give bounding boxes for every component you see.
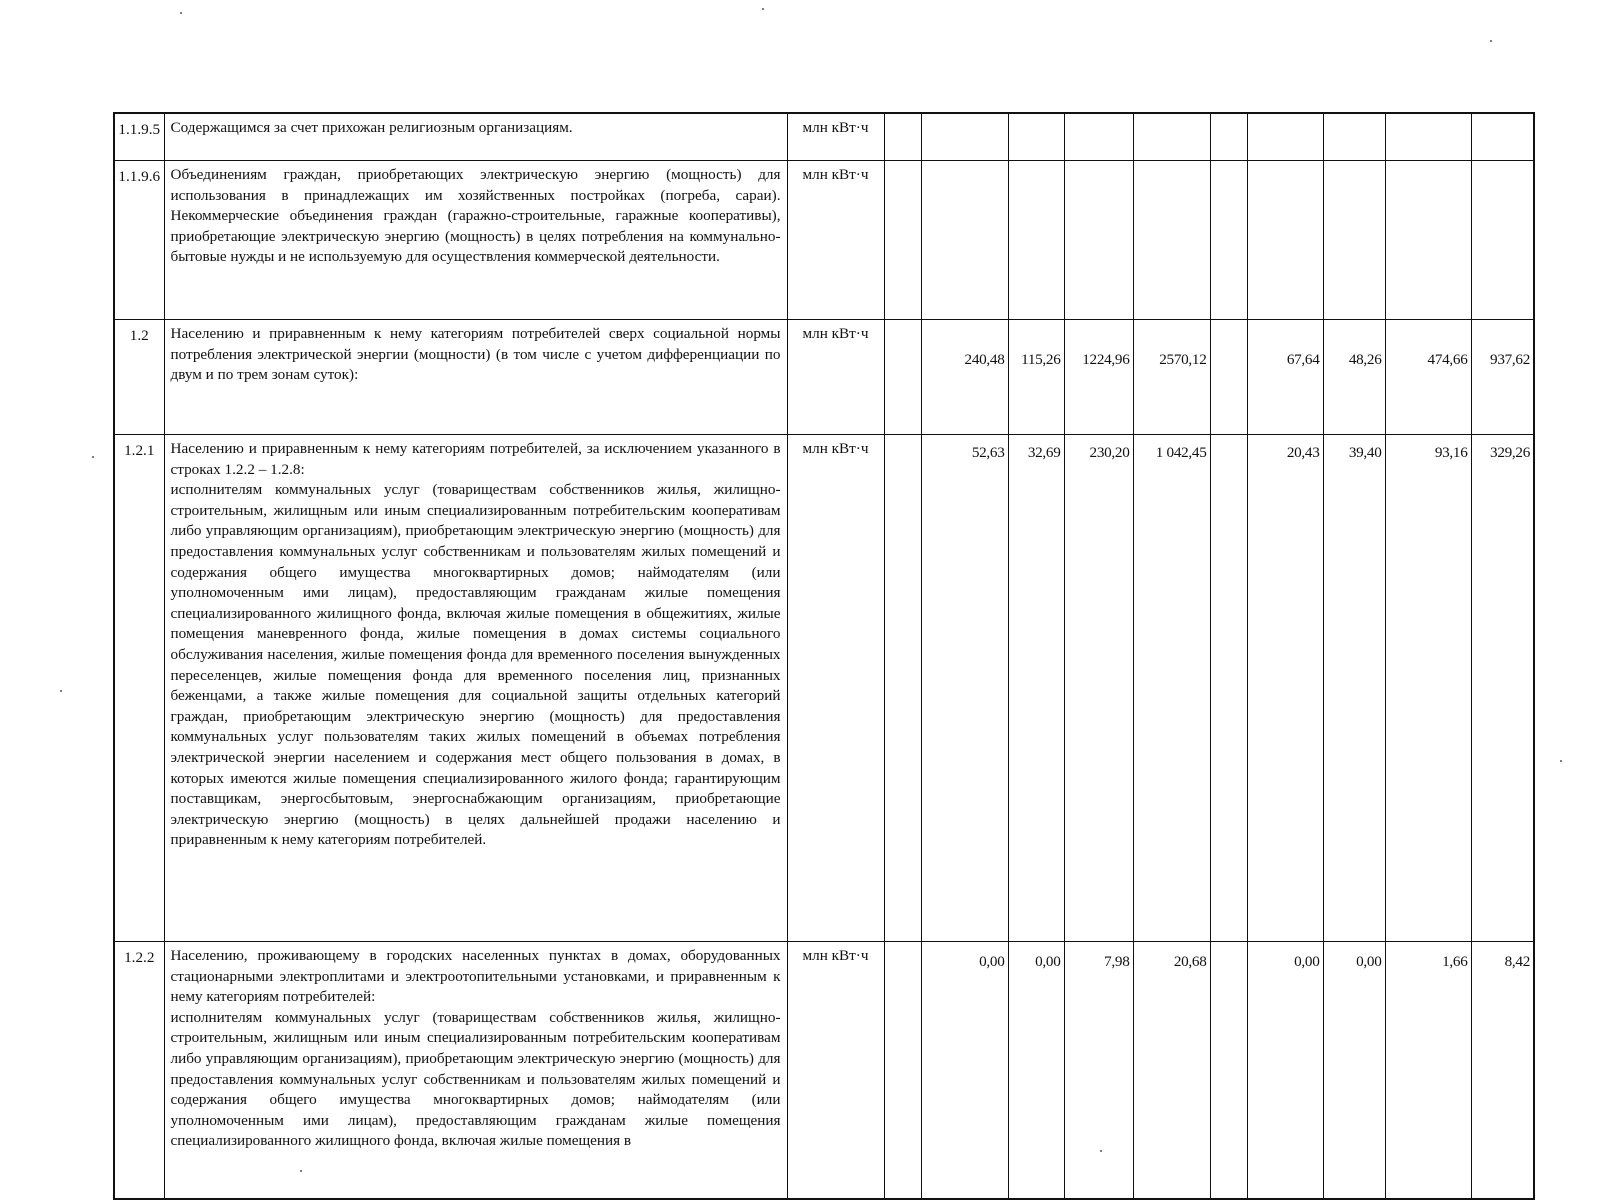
value-cell: 20,43 [1247, 435, 1323, 942]
value-cell [1247, 161, 1323, 320]
table-row [114, 942, 1534, 1200]
value-cell: 240,48 [921, 320, 1008, 435]
row-description: Населению и приравненным к нему категориям потребителей, за исключением указанного в строках 1.2.2 – 1.2.8: исполнителям коммунальных услуг (товариществам собственников жилья, жилищно-строительным, жилищным или иным специализированным потребительским кооперативам либо управляющим организациям), приобретающим электрическую энергию (мощность) для предоставления коммунальных услуг собственникам и пользователям жилых помещений и содержания общего имущества многоквартирных домов; наймодателям (или уполномоченным ими лицам), предоставляющим гражданам жилые помещения специализированного жилищного фонда, включая жилые помещения в общежитиях, жилые помещения маневренного фонда, жилые помещения в домах системы социального обслуживания населения, жилые помещения фонда для временного поселения вынужденных переселенцев, жилые помещения фонда для временного поселения лиц, признанных беженцами, а также жилые помещения для социальной защиты отдельных категорий граждан, приобретающим электрическую энергию (мощность) для предоставления коммунальных услуг пользователям таких жилых помещений в объемах потребления электрической энергии населением и содержания мест общего пользования в домах, в которых имеются жилые помещения специализированного жилого фонда; гарантирующим поставщикам, энергосбытовым, энергоснабжающим организациям, приобретающие электрическую энергию (мощность) в целях дальнейшей продажи населению и приравненным к нему категориям потребителей. [164, 435, 787, 942]
value-cell: 20,68 [1133, 942, 1210, 1200]
value-cell: 7,98 [1064, 942, 1133, 1200]
value-cell: 52,63 [921, 435, 1008, 942]
value-cell: 937,62 [1471, 320, 1534, 435]
row-unit: млн кВт·ч [787, 113, 884, 161]
value-cell: 93,16 [1385, 435, 1471, 942]
value-cell [1323, 113, 1385, 161]
scan-speck [60, 690, 62, 692]
row-description: Населению и приравненным к нему категориям потребителей сверх социальной нормы потребления электрической энергии (мощности) (в том числе с учетом дифференциации по двум и по трем зонам суток): [164, 320, 787, 435]
value-cell [1210, 942, 1247, 1200]
row-number: 1.1.9.5 [114, 113, 164, 161]
value-cell: 230,20 [1064, 435, 1133, 942]
value-cell [884, 320, 921, 435]
value-cell [884, 113, 921, 161]
row-description: Содержащимся за счет прихожан религиозным организациям. [164, 113, 787, 161]
value-cell [884, 942, 921, 1200]
row-unit: млн кВт·ч [787, 435, 884, 942]
value-cell: 1224,96 [1064, 320, 1133, 435]
value-cell [1210, 320, 1247, 435]
value-cell [1008, 161, 1064, 320]
value-cell [1210, 435, 1247, 942]
row-number: 1.2.2 [114, 942, 164, 1200]
value-cell [1385, 161, 1471, 320]
scan-speck [300, 1170, 302, 1172]
value-cell [1064, 161, 1133, 320]
value-cell [1385, 113, 1471, 161]
table-row [114, 320, 1534, 435]
row-description: Объединениям граждан, приобретающих электрическую энергию (мощность) для использования в принадлежащих им хозяйственных постройках (погреба, сараи). Некоммерческие объединения граждан (гаражно-строительные, гаражные кооперативы), приобретающие электрическую энергию (мощность) в целях потребления на коммунально-бытовые нужды и не используемую для осуществления коммерческой деятельности. [164, 161, 787, 320]
value-cell [1210, 161, 1247, 320]
value-cell [884, 161, 921, 320]
tariff-volume-table [113, 112, 1535, 1200]
value-cell: 0,00 [1008, 942, 1064, 1200]
value-cell [1471, 161, 1534, 320]
row-unit: млн кВт·ч [787, 161, 884, 320]
value-cell: 329,26 [1471, 435, 1534, 942]
value-cell: 0,00 [921, 942, 1008, 1200]
scan-speck [1100, 1150, 1102, 1152]
value-cell: 48,26 [1323, 320, 1385, 435]
row-description: Населению, проживающему в городских населенных пунктах в домах, оборудованных стационарными электроплитами и электроотопительными установками, и приравненным к нему категориям потребителей: исполнителям коммунальных услуг (товариществам собственников жилья, жилищно-строительным, жилищным или иным специализированным потребительским кооперативам либо управляющим организациям), приобретающим электрическую энергию (мощность) для предоставления коммунальных услуг собственникам и пользователям жилых помещений и содержания общего имущества многоквартирных домов; наймодателям (или уполномоченным ими лицам), предоставляющим гражданам жилые помещения специализированного жилищного фонда, включая жилые помещения в [164, 942, 787, 1200]
value-cell: 67,64 [1247, 320, 1323, 435]
value-cell [1133, 161, 1210, 320]
row-number: 1.2 [114, 320, 164, 435]
value-cell: 1,66 [1385, 942, 1471, 1200]
scan-speck [1560, 760, 1562, 762]
value-cell: 2570,12 [1133, 320, 1210, 435]
table-row [114, 435, 1534, 942]
value-cell: 1 042,45 [1133, 435, 1210, 942]
value-cell [1247, 113, 1323, 161]
value-cell: 474,66 [1385, 320, 1471, 435]
row-number: 1.1.9.6 [114, 161, 164, 320]
value-cell [921, 161, 1008, 320]
value-cell: 8,42 [1471, 942, 1534, 1200]
scan-speck [762, 8, 764, 10]
value-cell: 32,69 [1008, 435, 1064, 942]
value-cell [1471, 113, 1534, 161]
value-cell [1064, 113, 1133, 161]
row-unit: млн кВт·ч [787, 942, 884, 1200]
row-number: 1.2.1 [114, 435, 164, 942]
value-cell [1323, 161, 1385, 320]
value-cell [1210, 113, 1247, 161]
value-cell: 115,26 [1008, 320, 1064, 435]
value-cell [1133, 113, 1210, 161]
value-cell: 39,40 [1323, 435, 1385, 942]
value-cell [921, 113, 1008, 161]
value-cell: 0,00 [1323, 942, 1385, 1200]
table-row [114, 161, 1534, 320]
row-unit: млн кВт·ч [787, 320, 884, 435]
scan-speck [180, 12, 182, 14]
scan-speck [92, 456, 94, 458]
value-cell: 0,00 [1247, 942, 1323, 1200]
scan-speck [1490, 40, 1492, 42]
value-cell [884, 435, 921, 942]
table-row [114, 113, 1534, 161]
value-cell [1008, 113, 1064, 161]
